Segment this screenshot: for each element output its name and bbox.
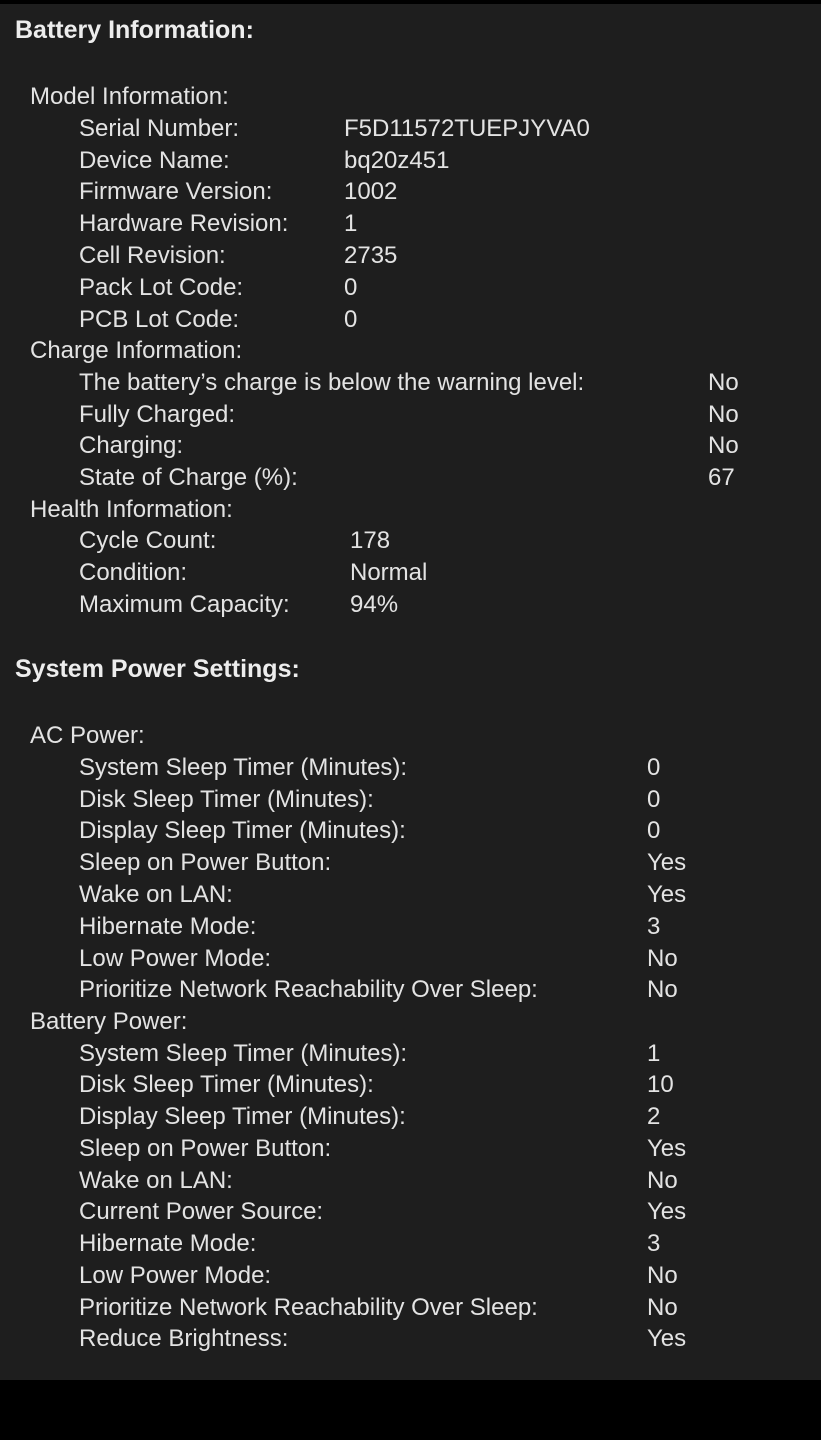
row-value: No xyxy=(708,369,739,396)
row-label: Serial Number: xyxy=(79,115,240,142)
row-value: 3 xyxy=(647,1230,661,1257)
row-label: State of Charge (%): xyxy=(79,464,298,491)
row-label: Hibernate Mode: xyxy=(79,1230,257,1257)
row-value: F5D11572TUEPJYVA0 xyxy=(344,115,590,142)
row-label: Wake on LAN: xyxy=(79,1167,233,1194)
setting-row-batt-network-reachability xyxy=(0,1293,821,1323)
setting-row-ac-disk-sleep xyxy=(0,785,821,815)
row-value: Yes xyxy=(647,1325,687,1352)
row-label: Reduce Brightness: xyxy=(79,1325,289,1352)
row-label: Wake on LAN: xyxy=(79,881,233,908)
row-value: 0 xyxy=(647,754,661,781)
row-label: Cell Revision: xyxy=(79,242,226,269)
row-value: bq20z451 xyxy=(344,147,450,174)
row-value: 3 xyxy=(647,913,661,940)
charge-information-heading: Charge Information: xyxy=(30,337,243,364)
row-label: Hardware Revision: xyxy=(79,210,289,237)
info-row-charging xyxy=(0,431,821,461)
row-label: Display Sleep Timer (Minutes): xyxy=(79,1103,406,1130)
info-row-fully-charged xyxy=(0,400,821,430)
info-row-cycle-count xyxy=(0,526,821,556)
row-label: PCB Lot Code: xyxy=(79,306,240,333)
row-label: System Sleep Timer (Minutes): xyxy=(79,1040,408,1067)
setting-row-ac-sleep-power-button xyxy=(0,848,821,878)
row-value: 67 xyxy=(708,464,735,491)
row-value: Yes xyxy=(647,1135,687,1162)
row-label: Sleep on Power Button: xyxy=(79,1135,332,1162)
row-label: Condition: xyxy=(79,559,188,586)
row-value: 178 xyxy=(350,527,391,554)
info-row-pcb-lot-code xyxy=(0,305,821,335)
ac-power-heading: AC Power: xyxy=(30,722,145,749)
row-value: Yes xyxy=(647,849,687,876)
row-label: Pack Lot Code: xyxy=(79,274,244,301)
setting-row-ac-system-sleep xyxy=(0,753,821,783)
info-row-device-name xyxy=(0,146,821,176)
row-label: Low Power Mode: xyxy=(79,945,272,972)
setting-row-ac-display-sleep xyxy=(0,816,821,846)
row-value: 2 xyxy=(647,1103,661,1130)
row-label: Display Sleep Timer (Minutes): xyxy=(79,817,406,844)
setting-row-batt-sleep-power-button xyxy=(0,1134,821,1164)
setting-row-batt-disk-sleep xyxy=(0,1070,821,1100)
info-row-warning-level xyxy=(0,368,821,398)
battery-information-heading: Battery Information: xyxy=(15,16,254,44)
row-label: Maximum Capacity: xyxy=(79,591,290,618)
setting-row-batt-system-sleep xyxy=(0,1039,821,1069)
setting-row-ac-wake-on-lan xyxy=(0,880,821,910)
row-label: Disk Sleep Timer (Minutes): xyxy=(79,1071,374,1098)
setting-row-batt-hibernate-mode xyxy=(0,1229,821,1259)
model-information-heading: Model Information: xyxy=(30,83,229,110)
info-row-condition xyxy=(0,558,821,588)
info-row-hardware-revision xyxy=(0,209,821,239)
row-value: 0 xyxy=(647,817,661,844)
info-row-cell-revision xyxy=(0,241,821,271)
row-value: Normal xyxy=(350,559,428,586)
row-label: Device Name: xyxy=(79,147,230,174)
row-label: Prioritize Network Reachability Over Sleep: xyxy=(79,1294,538,1321)
row-value: 0 xyxy=(344,274,358,301)
setting-row-batt-wake-on-lan xyxy=(0,1166,821,1196)
system-report-panel xyxy=(0,4,821,1380)
row-value: 0 xyxy=(344,306,358,333)
row-label: System Sleep Timer (Minutes): xyxy=(79,754,408,781)
setting-row-ac-network-reachability xyxy=(0,975,821,1005)
row-value: No xyxy=(647,1167,678,1194)
row-value: Yes xyxy=(647,1198,687,1225)
row-value: 94% xyxy=(350,591,399,618)
row-label: The battery’s charge is below the warning level: xyxy=(79,369,585,396)
setting-row-batt-display-sleep xyxy=(0,1102,821,1132)
row-label: Fully Charged: xyxy=(79,401,236,428)
setting-row-batt-current-power-source xyxy=(0,1197,821,1227)
battery-power-heading: Battery Power: xyxy=(30,1008,188,1035)
row-label: Low Power Mode: xyxy=(79,1262,272,1289)
info-row-pack-lot-code xyxy=(0,273,821,303)
row-label: Cycle Count: xyxy=(79,527,217,554)
row-value: 2735 xyxy=(344,242,398,269)
setting-row-batt-low-power-mode xyxy=(0,1261,821,1291)
info-row-serial-number xyxy=(0,114,821,144)
row-label: Charging: xyxy=(79,432,184,459)
setting-row-ac-low-power-mode xyxy=(0,944,821,974)
row-label: Current Power Source: xyxy=(79,1198,324,1225)
row-label: Sleep on Power Button: xyxy=(79,849,332,876)
row-value: Yes xyxy=(647,881,687,908)
system-power-settings-heading: System Power Settings: xyxy=(15,655,300,683)
row-value: 1002 xyxy=(344,178,398,205)
row-label: Firmware Version: xyxy=(79,178,273,205)
row-label: Disk Sleep Timer (Minutes): xyxy=(79,786,374,813)
info-row-state-of-charge xyxy=(0,463,821,493)
row-value: No xyxy=(708,401,739,428)
row-label: Hibernate Mode: xyxy=(79,913,257,940)
row-value: 1 xyxy=(647,1040,661,1067)
row-label: Prioritize Network Reachability Over Sleep: xyxy=(79,976,538,1003)
row-value: No xyxy=(708,432,739,459)
health-information-heading: Health Information: xyxy=(30,496,233,523)
info-row-firmware-version xyxy=(0,177,821,207)
row-value: No xyxy=(647,1294,678,1321)
row-value: 10 xyxy=(647,1071,674,1098)
row-value: 0 xyxy=(647,786,661,813)
setting-row-batt-reduce-brightness xyxy=(0,1324,821,1354)
row-value: No xyxy=(647,945,678,972)
info-row-maximum-capacity xyxy=(0,590,821,620)
setting-row-ac-hibernate-mode xyxy=(0,912,821,942)
row-value: No xyxy=(647,1262,678,1289)
row-value: No xyxy=(647,976,678,1003)
row-value: 1 xyxy=(344,210,358,237)
